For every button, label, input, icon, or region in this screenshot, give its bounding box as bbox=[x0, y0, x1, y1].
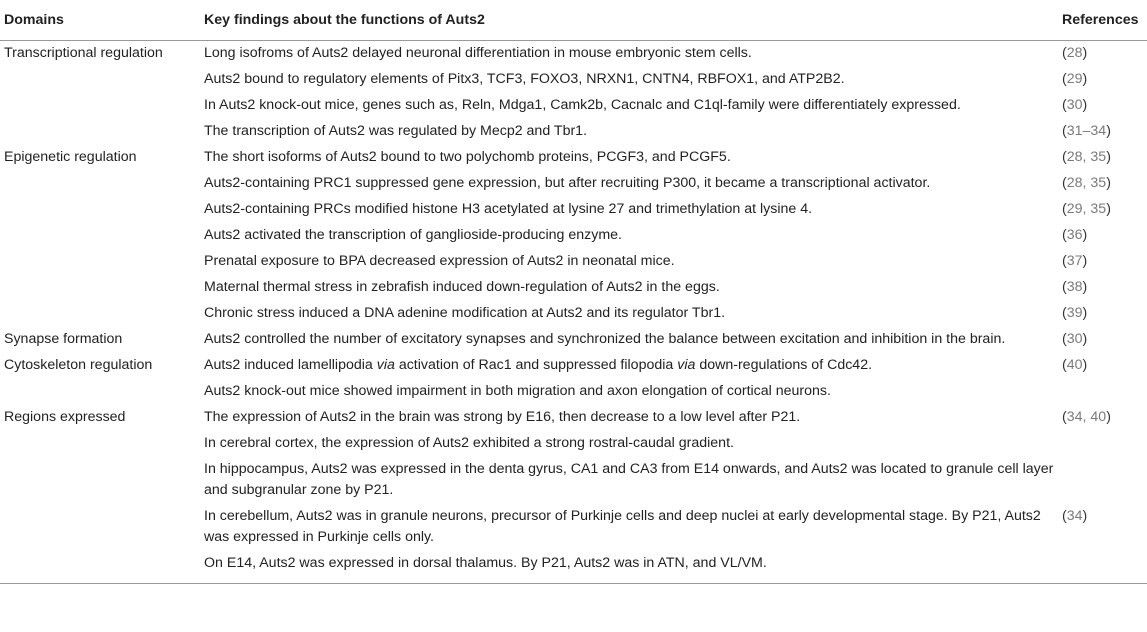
reference-cell bbox=[1058, 275, 1147, 301]
finding-cell: The transcription of Auts2 was regulated by Mecp2 and Tbr1. bbox=[204, 123, 588, 139]
finding-cell bbox=[200, 353, 1058, 379]
reference-link[interactable]: 29 bbox=[1066, 71, 1083, 87]
reference-bracket: ) bbox=[1082, 331, 1088, 347]
reference-cell bbox=[1058, 457, 1147, 504]
reference-cell bbox=[1058, 249, 1147, 275]
finding-cell: Auts2-containing PRC1 suppressed gene expression, but after recruiting P300, it became a transcriptional activator. bbox=[204, 175, 931, 191]
finding-cell: Auts2 bound to regulatory elements of Pitx3, TCF3, FOXO3, NRXN1, CNTN4, RBFOX1, and ATP2B2. bbox=[204, 71, 845, 87]
reference-link[interactable]: 38 bbox=[1066, 279, 1083, 295]
reference-bracket: ( bbox=[1062, 97, 1067, 113]
finding-cell: Chronic stress induced a DNA adenine modification at Auts2 and its regulator Tbr1. bbox=[204, 305, 726, 321]
reference-cell bbox=[1058, 327, 1147, 353]
table-row bbox=[0, 67, 1147, 93]
finding-cell: Auts2 activated the transcription of ganglioside-producing enzyme. bbox=[204, 227, 622, 243]
reference-bracket: ( bbox=[1062, 357, 1067, 373]
domain-cell bbox=[0, 223, 200, 249]
table-row bbox=[0, 223, 1147, 249]
reference-bracket: ( bbox=[1062, 279, 1067, 295]
reference-bracket: ( bbox=[1062, 331, 1067, 347]
domain-cell: Regions expressed bbox=[4, 409, 126, 425]
reference-cell bbox=[1058, 379, 1147, 405]
reference-bracket: ) bbox=[1082, 45, 1088, 61]
domain-cell bbox=[0, 275, 200, 301]
reference-cell bbox=[1058, 93, 1147, 119]
table-row bbox=[0, 353, 1147, 379]
reference-bracket: ( bbox=[1062, 508, 1067, 524]
reference-cell bbox=[1058, 551, 1147, 584]
table-row bbox=[0, 301, 1147, 327]
domain-cell: Epigenetic regulation bbox=[4, 149, 137, 165]
table-row bbox=[0, 145, 1147, 171]
table-row bbox=[0, 405, 1147, 431]
table-row bbox=[0, 93, 1147, 119]
reference-link[interactable]: 37 bbox=[1066, 253, 1083, 269]
header-key-findings: Key findings about the functions of Auts2 bbox=[200, 4, 1058, 41]
reference-link[interactable]: 39 bbox=[1066, 305, 1083, 321]
auts2-functions-table bbox=[0, 4, 1147, 584]
reference-cell bbox=[1058, 223, 1147, 249]
reference-link[interactable]: 30 bbox=[1066, 97, 1083, 113]
finding-text-part: via bbox=[376, 357, 395, 373]
domain-cell: Synapse formation bbox=[4, 331, 123, 347]
domain-cell bbox=[0, 67, 200, 93]
finding-cell: The short isoforms of Auts2 bound to two polychomb proteins, PCGF3, and PCGF5. bbox=[204, 149, 731, 165]
reference-bracket: ) bbox=[1106, 175, 1111, 191]
finding-text-part: via bbox=[677, 357, 696, 373]
reference-link[interactable]: 28, 35 bbox=[1066, 149, 1107, 165]
domain-cell bbox=[0, 431, 200, 457]
reference-bracket: ( bbox=[1062, 175, 1067, 191]
reference-cell bbox=[1058, 119, 1147, 145]
finding-cell: Maternal thermal stress in zebrafish induced down-regulation of Auts2 in the eggs. bbox=[204, 279, 720, 295]
reference-bracket: ) bbox=[1106, 201, 1111, 217]
table-row bbox=[0, 379, 1147, 405]
table-row bbox=[0, 249, 1147, 275]
reference-bracket: ) bbox=[1082, 305, 1088, 321]
reference-bracket: ) bbox=[1082, 227, 1088, 243]
reference-bracket: ) bbox=[1082, 253, 1088, 269]
domain-cell bbox=[0, 301, 200, 327]
reference-bracket: ) bbox=[1106, 409, 1111, 425]
finding-cell: In Auts2 knock-out mice, genes such as, Reln, Mdga1, Camk2b, Cacnalc and C1ql-family were differentiately expressed. bbox=[204, 97, 961, 113]
table-row bbox=[0, 457, 1147, 504]
finding-cell: Long isofroms of Auts2 delayed neuronal differentiation in mouse embryonic stem cells. bbox=[204, 45, 752, 61]
reference-bracket: ( bbox=[1062, 227, 1067, 243]
reference-bracket: ( bbox=[1062, 149, 1067, 165]
reference-cell bbox=[1058, 431, 1147, 457]
reference-bracket: ) bbox=[1082, 357, 1088, 373]
reference-cell bbox=[1058, 353, 1147, 379]
reference-link[interactable]: 31–34 bbox=[1066, 123, 1107, 139]
reference-cell bbox=[1058, 145, 1147, 171]
domain-cell bbox=[0, 119, 200, 145]
reference-bracket: ( bbox=[1062, 305, 1067, 321]
reference-cell bbox=[1058, 301, 1147, 327]
table-row bbox=[0, 551, 1147, 584]
table-row bbox=[0, 119, 1147, 145]
table-row bbox=[0, 327, 1147, 353]
finding-text-part: Auts2 induced lamellipodia bbox=[204, 357, 377, 373]
reference-bracket: ) bbox=[1082, 97, 1088, 113]
table-row bbox=[0, 504, 1147, 551]
reference-link[interactable]: 40 bbox=[1066, 357, 1083, 373]
reference-bracket: ( bbox=[1062, 201, 1067, 217]
domain-cell: Transcriptional regulation bbox=[4, 45, 163, 61]
finding-cell: The expression of Auts2 in the brain was strong by E16, then decrease to a low level after P21. bbox=[204, 409, 801, 425]
reference-link[interactable]: 34 bbox=[1066, 508, 1083, 524]
reference-cell bbox=[1058, 197, 1147, 223]
reference-bracket: ) bbox=[1106, 123, 1111, 139]
domain-cell bbox=[0, 249, 200, 275]
domain-cell bbox=[0, 197, 200, 223]
table-row bbox=[0, 431, 1147, 457]
table-row bbox=[0, 41, 1147, 68]
finding-cell: In cerebellum, Auts2 was in granule neurons, precursor of Purkinje cells and deep nuclei at early developmental stage. By P21, Auts2 was expressed in Purkinje cells only. bbox=[204, 508, 1041, 545]
table-row bbox=[0, 171, 1147, 197]
header-domains: Domains bbox=[0, 4, 200, 41]
finding-cell: Auts2 controlled the number of excitatory synapses and synchronized the balance between excitation and inhibition in the brain. bbox=[204, 331, 1006, 347]
reference-bracket: ( bbox=[1062, 71, 1067, 87]
reference-link[interactable]: 29, 35 bbox=[1066, 201, 1107, 217]
domain-cell bbox=[0, 504, 200, 551]
finding-text-part: down-regulations of Cdc42. bbox=[695, 357, 873, 373]
reference-bracket: ( bbox=[1062, 253, 1067, 269]
table-row bbox=[0, 197, 1147, 223]
finding-cell: Auts2-containing PRCs modified histone H3 acetylated at lysine 27 and trimethylation at lysine 4. bbox=[204, 201, 813, 217]
reference-cell bbox=[1058, 504, 1147, 551]
domain-cell bbox=[0, 171, 200, 197]
reference-bracket: ) bbox=[1082, 71, 1088, 87]
reference-cell bbox=[1058, 171, 1147, 197]
reference-bracket: ) bbox=[1082, 279, 1088, 295]
reference-link[interactable]: 34, 40 bbox=[1066, 409, 1107, 425]
reference-link[interactable]: 30 bbox=[1066, 331, 1083, 347]
header-references: References bbox=[1058, 4, 1147, 41]
table-row bbox=[0, 275, 1147, 301]
reference-link[interactable]: 28, 35 bbox=[1066, 175, 1107, 191]
domain-cell: Cytoskeleton regulation bbox=[4, 357, 153, 373]
finding-text-part: activation of Rac1 and suppressed filopodia bbox=[394, 357, 678, 373]
finding-cell: In cerebral cortex, the expression of Auts2 exhibited a strong rostral-caudal gradient. bbox=[204, 435, 734, 451]
reference-link[interactable]: 28 bbox=[1066, 45, 1083, 61]
reference-bracket: ) bbox=[1082, 508, 1088, 524]
finding-cell: In hippocampus, Auts2 was expressed in the denta gyrus, CA1 and CA3 from E14 onwards, and Auts2 was located to granule cell layer and subgranular zone by P21. bbox=[204, 461, 1054, 498]
table-header-row bbox=[0, 4, 1147, 41]
reference-bracket: ) bbox=[1106, 149, 1111, 165]
domain-cell bbox=[0, 551, 200, 584]
reference-cell bbox=[1058, 67, 1147, 93]
reference-cell bbox=[1058, 41, 1147, 68]
reference-bracket: ( bbox=[1062, 409, 1067, 425]
reference-bracket: ( bbox=[1062, 123, 1067, 139]
finding-cell: On E14, Auts2 was expressed in dorsal thalamus. By P21, Auts2 was in ATN, and VL/VM. bbox=[200, 551, 1058, 584]
finding-cell: Auts2 knock-out mice showed impairment in both migration and axon elongation of cortical neurons. bbox=[204, 383, 831, 399]
reference-link[interactable]: 36 bbox=[1066, 227, 1083, 243]
reference-bracket: ( bbox=[1062, 45, 1067, 61]
domain-cell bbox=[0, 93, 200, 119]
domain-cell bbox=[0, 379, 200, 405]
domain-cell bbox=[0, 457, 200, 504]
reference-cell bbox=[1058, 405, 1147, 431]
finding-cell: Prenatal exposure to BPA decreased expression of Auts2 in neonatal mice. bbox=[204, 253, 675, 269]
